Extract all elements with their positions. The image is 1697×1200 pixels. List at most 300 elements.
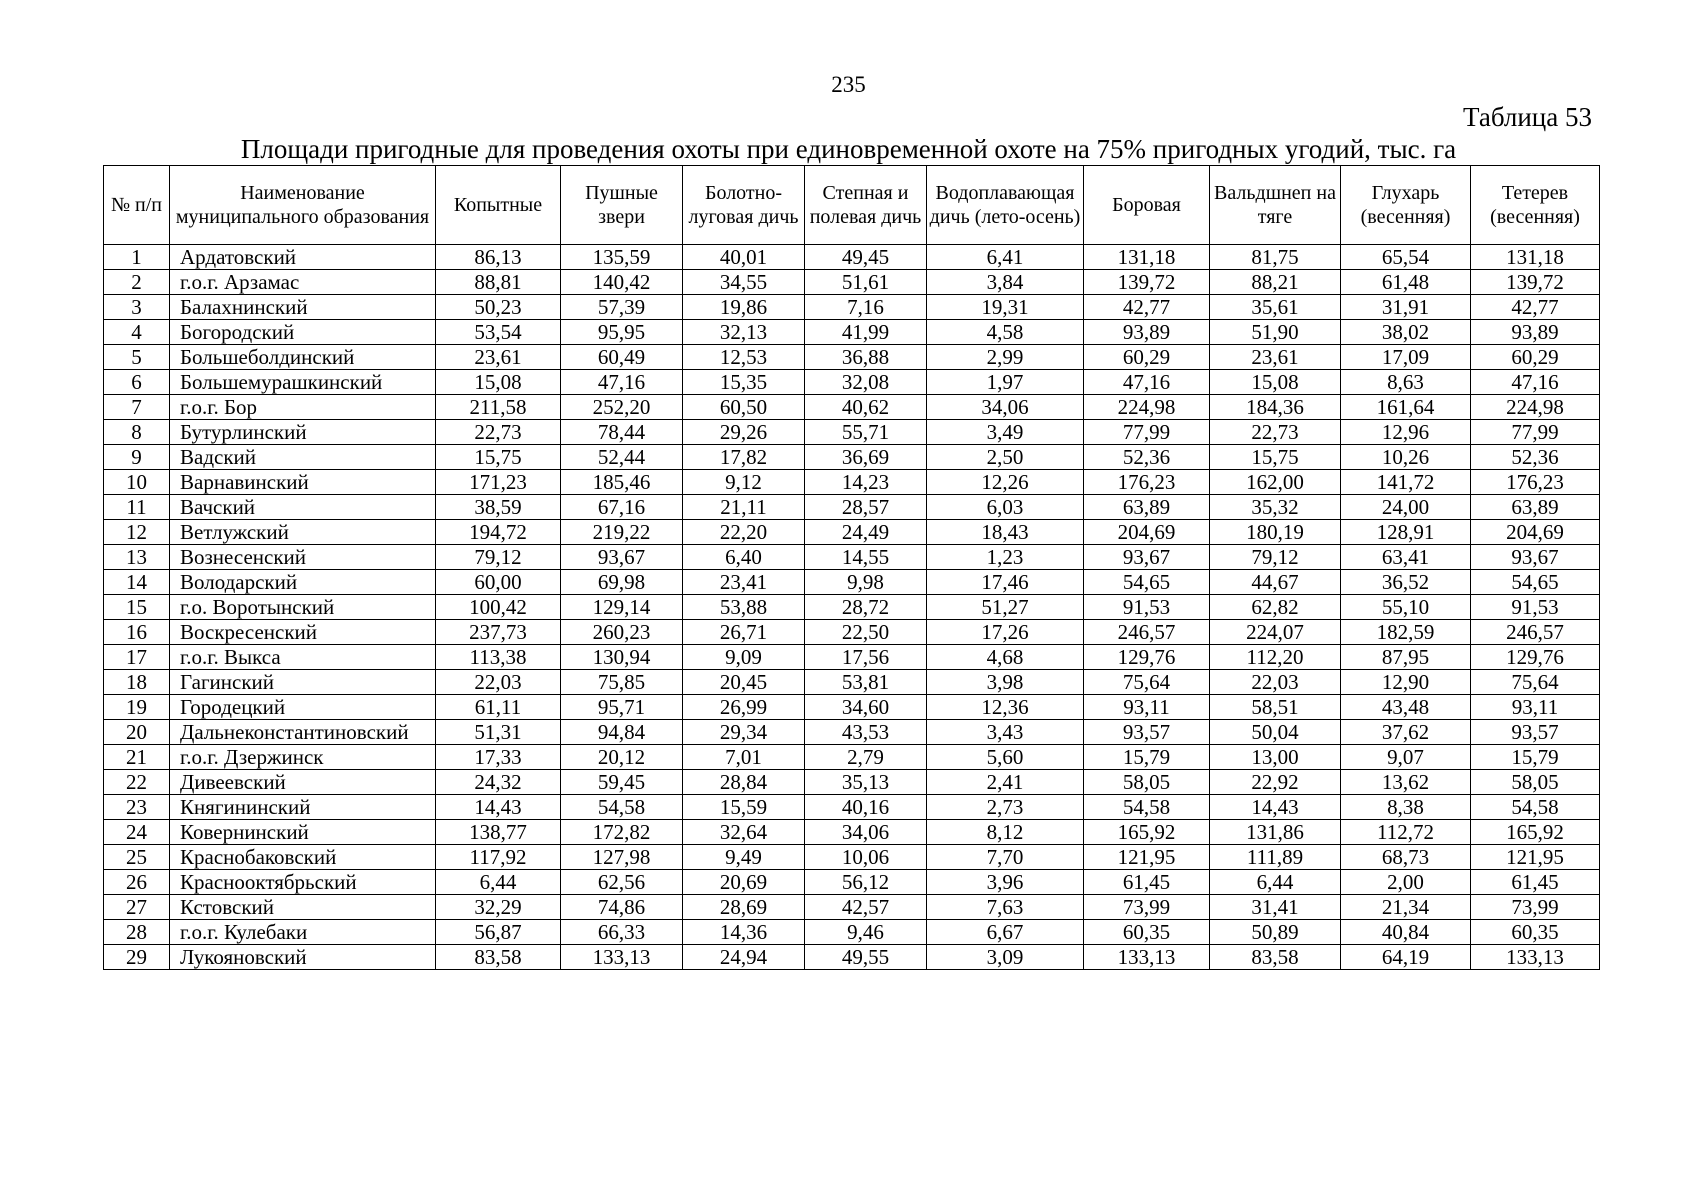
value-cell: 93,11 [1471, 695, 1600, 720]
row-number-cell: 20 [104, 720, 170, 745]
column-header: Боровая [1084, 166, 1210, 245]
value-cell: 7,01 [683, 745, 805, 770]
value-cell: 77,99 [1084, 420, 1210, 445]
value-cell: 34,55 [683, 270, 805, 295]
value-cell: 63,89 [1471, 495, 1600, 520]
value-cell: 26,71 [683, 620, 805, 645]
municipality-name-cell: Варнавинский [170, 470, 436, 495]
value-cell: 91,53 [1471, 595, 1600, 620]
value-cell: 15,75 [436, 445, 561, 470]
value-cell: 10,06 [805, 845, 927, 870]
value-cell: 77,99 [1471, 420, 1600, 445]
table-row [104, 845, 1600, 870]
value-cell: 29,26 [683, 420, 805, 445]
value-cell: 14,43 [436, 795, 561, 820]
municipality-name-cell: Гагинский [170, 670, 436, 695]
value-cell: 22,73 [1210, 420, 1341, 445]
value-cell: 50,89 [1210, 920, 1341, 945]
value-cell: 3,98 [927, 670, 1084, 695]
value-cell: 15,35 [683, 370, 805, 395]
value-cell: 14,23 [805, 470, 927, 495]
municipality-name-cell: Краснобаковский [170, 845, 436, 870]
value-cell: 83,58 [436, 945, 561, 970]
row-number-cell: 13 [104, 545, 170, 570]
value-cell: 75,64 [1084, 670, 1210, 695]
value-cell: 6,41 [927, 245, 1084, 270]
value-cell: 15,08 [1210, 370, 1341, 395]
value-cell: 47,16 [1471, 370, 1600, 395]
value-cell: 176,23 [1084, 470, 1210, 495]
value-cell: 24,32 [436, 770, 561, 795]
value-cell: 15,08 [436, 370, 561, 395]
value-cell: 29,34 [683, 720, 805, 745]
column-header: Наименование муниципального образования [170, 166, 436, 245]
value-cell: 219,22 [561, 520, 683, 545]
value-cell: 53,81 [805, 670, 927, 695]
value-cell: 204,69 [1471, 520, 1600, 545]
municipality-name-cell: г.о.г. Кулебаки [170, 920, 436, 945]
value-cell: 22,03 [436, 670, 561, 695]
row-number-cell: 4 [104, 320, 170, 345]
value-cell: 131,86 [1210, 820, 1341, 845]
value-cell: 49,45 [805, 245, 927, 270]
table-row [104, 420, 1600, 445]
value-cell: 139,72 [1471, 270, 1600, 295]
value-cell: 9,98 [805, 570, 927, 595]
column-header: Глухарь (весенняя) [1341, 166, 1471, 245]
value-cell: 69,98 [561, 570, 683, 595]
value-cell: 54,58 [1471, 795, 1600, 820]
value-cell: 3,49 [927, 420, 1084, 445]
value-cell: 12,90 [1341, 670, 1471, 695]
row-number-cell: 29 [104, 945, 170, 970]
value-cell: 58,05 [1471, 770, 1600, 795]
value-cell: 60,35 [1471, 920, 1600, 945]
value-cell: 60,29 [1084, 345, 1210, 370]
value-cell: 13,00 [1210, 745, 1341, 770]
value-cell: 86,13 [436, 245, 561, 270]
value-cell: 54,65 [1471, 570, 1600, 595]
row-number-cell: 23 [104, 795, 170, 820]
value-cell: 56,87 [436, 920, 561, 945]
value-cell: 95,71 [561, 695, 683, 720]
table-row [104, 670, 1600, 695]
value-cell: 57,39 [561, 295, 683, 320]
value-cell: 94,84 [561, 720, 683, 745]
value-cell: 246,57 [1471, 620, 1600, 645]
value-cell: 51,61 [805, 270, 927, 295]
value-cell: 141,72 [1341, 470, 1471, 495]
value-cell: 34,06 [927, 395, 1084, 420]
value-cell: 113,38 [436, 645, 561, 670]
value-cell: 7,63 [927, 895, 1084, 920]
value-cell: 49,55 [805, 945, 927, 970]
value-cell: 260,23 [561, 620, 683, 645]
row-number-cell: 11 [104, 495, 170, 520]
value-cell: 129,76 [1084, 645, 1210, 670]
value-cell: 91,53 [1084, 595, 1210, 620]
value-cell: 224,07 [1210, 620, 1341, 645]
value-cell: 52,44 [561, 445, 683, 470]
value-cell: 139,72 [1084, 270, 1210, 295]
value-cell: 47,16 [1084, 370, 1210, 395]
value-cell: 129,76 [1471, 645, 1600, 670]
value-cell: 13,62 [1341, 770, 1471, 795]
value-cell: 79,12 [436, 545, 561, 570]
value-cell: 50,04 [1210, 720, 1341, 745]
value-cell: 63,89 [1084, 495, 1210, 520]
value-cell: 4,58 [927, 320, 1084, 345]
column-header: Болотно-луговая дичь [683, 166, 805, 245]
row-number-cell: 28 [104, 920, 170, 945]
municipality-name-cell: Кстовский [170, 895, 436, 920]
value-cell: 12,36 [927, 695, 1084, 720]
value-cell: 62,56 [561, 870, 683, 895]
table-row [104, 820, 1600, 845]
value-cell: 19,31 [927, 295, 1084, 320]
municipality-name-cell: Краснооктябрьский [170, 870, 436, 895]
value-cell: 31,41 [1210, 895, 1341, 920]
value-cell: 111,89 [1210, 845, 1341, 870]
value-cell: 140,42 [561, 270, 683, 295]
value-cell: 75,85 [561, 670, 683, 695]
table-row [104, 945, 1600, 970]
value-cell: 61,45 [1471, 870, 1600, 895]
table-row [104, 870, 1600, 895]
value-cell: 60,29 [1471, 345, 1600, 370]
value-cell: 28,57 [805, 495, 927, 520]
value-cell: 135,59 [561, 245, 683, 270]
row-number-cell: 12 [104, 520, 170, 545]
value-cell: 56,12 [805, 870, 927, 895]
column-header: Копытные [436, 166, 561, 245]
value-cell: 184,36 [1210, 395, 1341, 420]
value-cell: 54,58 [561, 795, 683, 820]
value-cell: 93,89 [1471, 320, 1600, 345]
row-number-cell: 16 [104, 620, 170, 645]
municipality-name-cell: г.о.г. Бор [170, 395, 436, 420]
value-cell: 121,95 [1084, 845, 1210, 870]
value-cell: 65,54 [1341, 245, 1471, 270]
value-cell: 60,00 [436, 570, 561, 595]
value-cell: 93,89 [1084, 320, 1210, 345]
municipality-name-cell: Вачский [170, 495, 436, 520]
value-cell: 6,03 [927, 495, 1084, 520]
value-cell: 28,69 [683, 895, 805, 920]
value-cell: 88,21 [1210, 270, 1341, 295]
value-cell: 180,19 [1210, 520, 1341, 545]
row-number-cell: 19 [104, 695, 170, 720]
value-cell: 32,08 [805, 370, 927, 395]
value-cell: 17,09 [1341, 345, 1471, 370]
value-cell: 171,23 [436, 470, 561, 495]
value-cell: 112,20 [1210, 645, 1341, 670]
value-cell: 15,79 [1084, 745, 1210, 770]
value-cell: 83,58 [1210, 945, 1341, 970]
value-cell: 9,07 [1341, 745, 1471, 770]
value-cell: 21,34 [1341, 895, 1471, 920]
row-number-cell: 21 [104, 745, 170, 770]
value-cell: 131,18 [1471, 245, 1600, 270]
value-cell: 17,33 [436, 745, 561, 770]
row-number-cell: 6 [104, 370, 170, 395]
table-row [104, 570, 1600, 595]
value-cell: 81,75 [1210, 245, 1341, 270]
value-cell: 35,32 [1210, 495, 1341, 520]
table-row [104, 270, 1600, 295]
page-number: 235 [831, 72, 866, 97]
value-cell: 73,99 [1471, 895, 1600, 920]
value-cell: 2,41 [927, 770, 1084, 795]
value-cell: 55,10 [1341, 595, 1471, 620]
value-cell: 194,72 [436, 520, 561, 545]
value-cell: 44,67 [1210, 570, 1341, 595]
value-cell: 95,95 [561, 320, 683, 345]
value-cell: 14,43 [1210, 795, 1341, 820]
table-row [104, 445, 1600, 470]
value-cell: 2,50 [927, 445, 1084, 470]
value-cell: 10,26 [1341, 445, 1471, 470]
municipality-name-cell: Дальнеконстантиновский [170, 720, 436, 745]
value-cell: 12,53 [683, 345, 805, 370]
value-cell: 6,44 [1210, 870, 1341, 895]
row-number-cell: 2 [104, 270, 170, 295]
table-row [104, 920, 1600, 945]
value-cell: 34,06 [805, 820, 927, 845]
value-cell: 58,51 [1210, 695, 1341, 720]
value-cell: 131,18 [1084, 245, 1210, 270]
value-cell: 1,97 [927, 370, 1084, 395]
table-row [104, 320, 1600, 345]
value-cell: 51,90 [1210, 320, 1341, 345]
value-cell: 246,57 [1084, 620, 1210, 645]
value-cell: 185,46 [561, 470, 683, 495]
municipality-name-cell: г.о.г. Арзамас [170, 270, 436, 295]
value-cell: 15,59 [683, 795, 805, 820]
row-number-cell: 1 [104, 245, 170, 270]
value-cell: 224,98 [1084, 395, 1210, 420]
value-cell: 51,31 [436, 720, 561, 745]
value-cell: 60,49 [561, 345, 683, 370]
value-cell: 40,84 [1341, 920, 1471, 945]
row-number-cell: 18 [104, 670, 170, 695]
value-cell: 117,92 [436, 845, 561, 870]
value-cell: 93,11 [1084, 695, 1210, 720]
value-cell: 22,20 [683, 520, 805, 545]
table-header-row [104, 166, 1600, 245]
value-cell: 40,01 [683, 245, 805, 270]
value-cell: 36,88 [805, 345, 927, 370]
table-row [104, 720, 1600, 745]
value-cell: 8,12 [927, 820, 1084, 845]
municipality-name-cell: г.о.г. Выкса [170, 645, 436, 670]
value-cell: 23,61 [1210, 345, 1341, 370]
table-body [104, 245, 1600, 970]
municipality-name-cell: Богородский [170, 320, 436, 345]
value-cell: 17,56 [805, 645, 927, 670]
value-cell: 54,65 [1084, 570, 1210, 595]
value-cell: 9,09 [683, 645, 805, 670]
municipality-name-cell: Володарский [170, 570, 436, 595]
value-cell: 100,42 [436, 595, 561, 620]
value-cell: 121,95 [1471, 845, 1600, 870]
table-row [104, 745, 1600, 770]
value-cell: 3,84 [927, 270, 1084, 295]
value-cell: 55,71 [805, 420, 927, 445]
value-cell: 165,92 [1084, 820, 1210, 845]
table-row [104, 245, 1600, 270]
value-cell: 50,23 [436, 295, 561, 320]
value-cell: 67,16 [561, 495, 683, 520]
value-cell: 133,13 [561, 945, 683, 970]
value-cell: 17,26 [927, 620, 1084, 645]
value-cell: 8,38 [1341, 795, 1471, 820]
value-cell: 22,92 [1210, 770, 1341, 795]
table-row [104, 395, 1600, 420]
value-cell: 88,81 [436, 270, 561, 295]
table-row [104, 620, 1600, 645]
value-cell: 43,48 [1341, 695, 1471, 720]
value-cell: 52,36 [1471, 445, 1600, 470]
value-cell: 176,23 [1471, 470, 1600, 495]
value-cell: 130,94 [561, 645, 683, 670]
value-cell: 61,45 [1084, 870, 1210, 895]
table-row [104, 895, 1600, 920]
value-cell: 19,86 [683, 295, 805, 320]
table-row [104, 695, 1600, 720]
table-label: Таблица 53 [1463, 102, 1592, 132]
row-number-cell: 8 [104, 420, 170, 445]
municipality-name-cell: Вадский [170, 445, 436, 470]
value-cell: 21,11 [683, 495, 805, 520]
row-number-cell: 25 [104, 845, 170, 870]
value-cell: 22,03 [1210, 670, 1341, 695]
value-cell: 42,77 [1084, 295, 1210, 320]
value-cell: 9,12 [683, 470, 805, 495]
value-cell: 23,41 [683, 570, 805, 595]
municipality-name-cell: Большеболдинский [170, 345, 436, 370]
value-cell: 68,73 [1341, 845, 1471, 870]
value-cell: 252,20 [561, 395, 683, 420]
value-cell: 42,77 [1471, 295, 1600, 320]
value-cell: 22,73 [436, 420, 561, 445]
value-cell: 128,91 [1341, 520, 1471, 545]
value-cell: 20,69 [683, 870, 805, 895]
value-cell: 14,55 [805, 545, 927, 570]
value-cell: 112,72 [1341, 820, 1471, 845]
value-cell: 161,64 [1341, 395, 1471, 420]
table-row [104, 520, 1600, 545]
value-cell: 18,43 [927, 520, 1084, 545]
value-cell: 15,75 [1210, 445, 1341, 470]
row-number-cell: 26 [104, 870, 170, 895]
column-header: Водоплавающая дичь (лето-осень) [927, 166, 1084, 245]
value-cell: 32,29 [436, 895, 561, 920]
value-cell: 165,92 [1471, 820, 1600, 845]
value-cell: 54,58 [1084, 795, 1210, 820]
table-row [104, 345, 1600, 370]
municipality-name-cell: Ковернинский [170, 820, 436, 845]
value-cell: 74,86 [561, 895, 683, 920]
municipality-name-cell: Большемурашкинский [170, 370, 436, 395]
value-cell: 61,11 [436, 695, 561, 720]
row-number-cell: 3 [104, 295, 170, 320]
table-row [104, 645, 1600, 670]
value-cell: 2,73 [927, 795, 1084, 820]
value-cell: 36,69 [805, 445, 927, 470]
value-cell: 182,59 [1341, 620, 1471, 645]
municipality-name-cell: Воскресенский [170, 620, 436, 645]
table-row [104, 545, 1600, 570]
value-cell: 224,98 [1471, 395, 1600, 420]
value-cell: 211,58 [436, 395, 561, 420]
value-cell: 7,70 [927, 845, 1084, 870]
value-cell: 36,52 [1341, 570, 1471, 595]
value-cell: 9,49 [683, 845, 805, 870]
value-cell: 64,19 [1341, 945, 1471, 970]
value-cell: 59,45 [561, 770, 683, 795]
table-row [104, 770, 1600, 795]
value-cell: 78,44 [561, 420, 683, 445]
row-number-cell: 5 [104, 345, 170, 370]
value-cell: 2,79 [805, 745, 927, 770]
row-number-cell: 22 [104, 770, 170, 795]
value-cell: 93,57 [1471, 720, 1600, 745]
row-number-cell: 9 [104, 445, 170, 470]
value-cell: 51,27 [927, 595, 1084, 620]
value-cell: 3,96 [927, 870, 1084, 895]
value-cell: 17,82 [683, 445, 805, 470]
value-cell: 24,00 [1341, 495, 1471, 520]
value-cell: 22,50 [805, 620, 927, 645]
table-title: Площади пригодные для проведения охоты при единовременной охоте на 75% пригодных угодий, тыс. га [240, 134, 1457, 164]
value-cell: 3,09 [927, 945, 1084, 970]
table-row [104, 795, 1600, 820]
value-cell: 20,12 [561, 745, 683, 770]
municipality-name-cell: Городецкий [170, 695, 436, 720]
value-cell: 79,12 [1210, 545, 1341, 570]
value-cell: 28,72 [805, 595, 927, 620]
value-cell: 24,94 [683, 945, 805, 970]
value-cell: 5,60 [927, 745, 1084, 770]
value-cell: 129,14 [561, 595, 683, 620]
row-number-cell: 27 [104, 895, 170, 920]
value-cell: 34,60 [805, 695, 927, 720]
value-cell: 93,67 [561, 545, 683, 570]
row-number-cell: 7 [104, 395, 170, 420]
column-header: № п/п [104, 166, 170, 245]
value-cell: 6,44 [436, 870, 561, 895]
value-cell: 32,64 [683, 820, 805, 845]
municipality-name-cell: Княгининский [170, 795, 436, 820]
value-cell: 40,62 [805, 395, 927, 420]
value-cell: 9,46 [805, 920, 927, 945]
table-row [104, 495, 1600, 520]
value-cell: 7,16 [805, 295, 927, 320]
value-cell: 35,61 [1210, 295, 1341, 320]
value-cell: 60,35 [1084, 920, 1210, 945]
value-cell: 17,46 [927, 570, 1084, 595]
column-header: Тетерев (весенняя) [1471, 166, 1600, 245]
value-cell: 87,95 [1341, 645, 1471, 670]
value-cell: 47,16 [561, 370, 683, 395]
value-cell: 23,61 [436, 345, 561, 370]
value-cell: 14,36 [683, 920, 805, 945]
municipality-name-cell: Дивеевский [170, 770, 436, 795]
value-cell: 12,96 [1341, 420, 1471, 445]
value-cell: 6,40 [683, 545, 805, 570]
value-cell: 60,50 [683, 395, 805, 420]
